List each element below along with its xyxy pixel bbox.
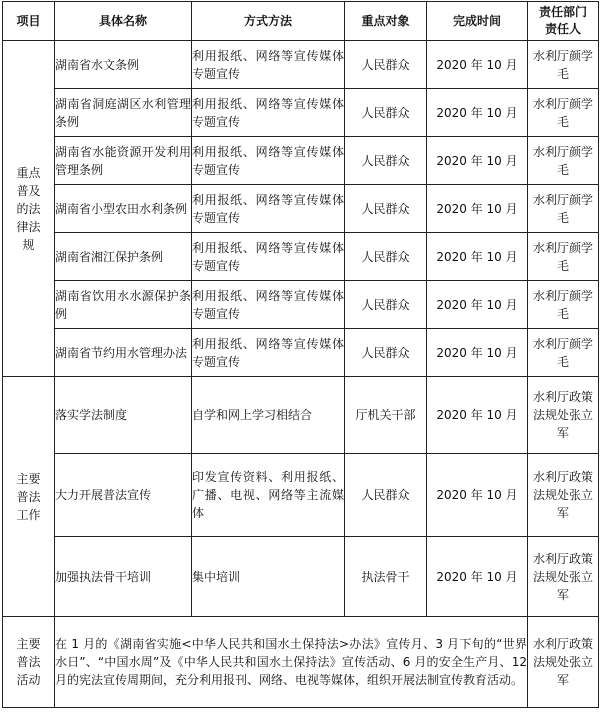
activities-description: 在 1 月的《湖南省实施<中华人民共和国水土保持法>办法》宣传月、3 月下旬的“世界水日”、“中国水周”及《中华人民共和国水土保持法》宣传活动、6 月的安全生产月、12 月的宪法宣传周期间，充分利用报刊、网络、电视等媒体，组织开展法制宣传教育活动。 — [55, 617, 528, 708]
header-name: 具体名称 — [55, 2, 192, 41]
row-time: 2020 年 10 月 — [427, 41, 528, 89]
row-method: 利用报纸、网络等宣传媒体专题宣传 — [192, 329, 345, 377]
row-target: 人民群众 — [345, 41, 427, 89]
category-work: 主要普法工作 — [3, 377, 55, 617]
row-name: 湖南省水能资源开发利用管理条例 — [55, 137, 192, 185]
header-time: 完成时间 — [427, 2, 528, 41]
row-target: 人民群众 — [345, 137, 427, 185]
row-name: 大力开展普法宣传 — [55, 454, 192, 537]
table-row — [3, 41, 599, 89]
row-name: 湖南省饮用水水源保护条例 — [55, 281, 192, 329]
row-time: 2020 年 10 月 — [427, 377, 528, 454]
table-row — [3, 89, 599, 137]
row-name: 湖南省水文条例 — [55, 41, 192, 89]
row-name: 落实学法制度 — [55, 377, 192, 454]
row-time: 2020 年 10 月 — [427, 454, 528, 537]
row-responsible: 水利厅颜学毛 — [528, 233, 599, 281]
row-time: 2020 年 10 月 — [427, 233, 528, 281]
row-target: 人民群众 — [345, 185, 427, 233]
table-row — [3, 185, 599, 233]
category-activities: 主要普法活动 — [3, 617, 55, 708]
category-laws: 重点普及的法律法规 — [3, 41, 55, 377]
header-method: 方式方法 — [192, 2, 345, 41]
row-target: 人民群众 — [345, 281, 427, 329]
row-method: 利用报纸、网络等宣传媒体专题宣传 — [192, 233, 345, 281]
row-responsible: 水利厅颜学毛 — [528, 281, 599, 329]
row-responsible: 水利厅政策法规处张立军 — [528, 377, 599, 454]
row-responsible: 水利厅政策法规处张立军 — [528, 454, 599, 537]
row-method: 利用报纸、网络等宣传媒体专题宣传 — [192, 281, 345, 329]
legal-publicity-plan-table — [2, 1, 599, 708]
row-method: 利用报纸、网络等宣传媒体专题宣传 — [192, 89, 345, 137]
row-method: 利用报纸、网络等宣传媒体专题宣传 — [192, 41, 345, 89]
table-row — [3, 454, 599, 537]
row-target: 人民群众 — [345, 89, 427, 137]
row-responsible: 水利厅颜学毛 — [528, 89, 599, 137]
row-target: 人民群众 — [345, 233, 427, 281]
header-project: 项目 — [3, 2, 55, 41]
table-row — [3, 537, 599, 617]
row-method: 集中培训 — [192, 537, 345, 617]
row-target: 执法骨干 — [345, 537, 427, 617]
row-responsible: 水利厅颜学毛 — [528, 41, 599, 89]
row-time: 2020 年 10 月 — [427, 137, 528, 185]
row-target: 人民群众 — [345, 454, 427, 537]
row-method: 自学和网上学习相结合 — [192, 377, 345, 454]
row-time: 2020 年 10 月 — [427, 281, 528, 329]
table-row — [3, 617, 599, 708]
table-row — [3, 233, 599, 281]
row-time: 2020 年 10 月 — [427, 537, 528, 617]
row-responsible: 水利厅颜学毛 — [528, 137, 599, 185]
table-row — [3, 329, 599, 377]
header-row — [3, 2, 599, 41]
row-name: 湖南省小型农田水利条例 — [55, 185, 192, 233]
table-row — [3, 281, 599, 329]
row-time: 2020 年 10 月 — [427, 185, 528, 233]
table-row — [3, 377, 599, 454]
row-time: 2020 年 10 月 — [427, 89, 528, 137]
row-method: 利用报纸、网络等宣传媒体专题宣传 — [192, 137, 345, 185]
row-name: 加强执法骨干培训 — [55, 537, 192, 617]
row-target: 人民群众 — [345, 329, 427, 377]
row-method: 印发宣传资料、利用报纸、广播、电视、网络等主流媒体 — [192, 454, 345, 537]
table-row — [3, 137, 599, 185]
row-target: 厅机关干部 — [345, 377, 427, 454]
row-responsible: 水利厅颜学毛 — [528, 329, 599, 377]
row-time: 2020 年 10 月 — [427, 329, 528, 377]
row-responsible: 水利厅政策法规处张立军 — [528, 617, 599, 708]
row-name: 湖南省节约用水管理办法 — [55, 329, 192, 377]
row-name: 湖南省洞庭湖区水利管理条例 — [55, 89, 192, 137]
row-method: 利用报纸、网络等宣传媒体专题宣传 — [192, 185, 345, 233]
row-responsible: 水利厅政策法规处张立军 — [528, 537, 599, 617]
header-responsible: 责任部门 责任人 — [528, 2, 599, 41]
row-name: 湖南省湘江保护条例 — [55, 233, 192, 281]
header-target: 重点对象 — [345, 2, 427, 41]
row-responsible: 水利厅颜学毛 — [528, 185, 599, 233]
